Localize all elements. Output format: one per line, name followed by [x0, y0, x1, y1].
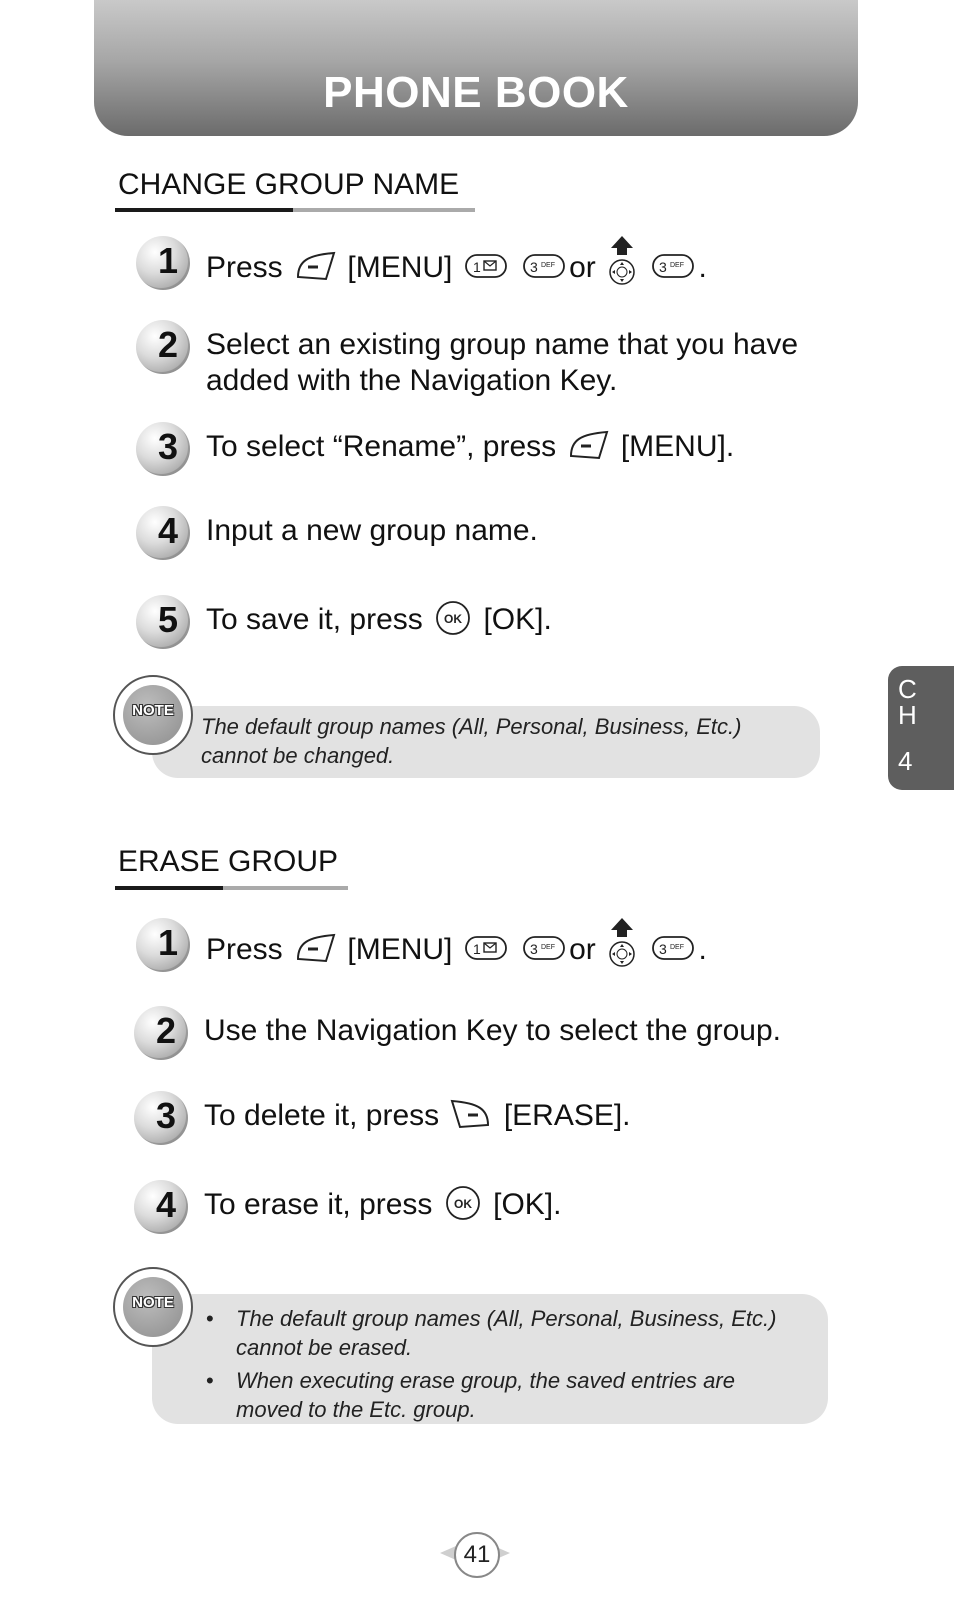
section-rule-accent: [115, 886, 223, 890]
erase-step-1: [136, 918, 884, 978]
note-bullets: [206, 1304, 806, 1428]
bullet-dot-icon: •: [206, 1368, 214, 1393]
step-text: Use the Navigation Key to select the group.: [204, 1014, 782, 1047]
step-text-end: .: [698, 932, 707, 966]
page-header: [94, 0, 858, 136]
erase-step-2: [134, 1006, 884, 1066]
chapter-tab-number: 4: [898, 746, 913, 776]
step-text-menu: [MENU]: [347, 250, 453, 284]
section-rule: [115, 208, 475, 212]
key-1-icon: [464, 252, 508, 280]
page-number-badge: [440, 1530, 510, 1580]
key-3-icon: [651, 252, 695, 280]
section-title-change-group-name: CHANGE GROUP NAME: [118, 168, 460, 201]
step-text: [206, 925, 707, 977]
navigation-key-up-icon: [607, 235, 637, 287]
step-text-ok: [OK].: [493, 1188, 562, 1221]
step-text: [206, 602, 552, 640]
page-title: PHONE BOOK: [323, 68, 629, 117]
note-icon: [113, 675, 193, 755]
step-number-badge: 4: [136, 506, 190, 560]
step-number-badge: 4: [134, 1180, 188, 1234]
step-text: [206, 243, 707, 295]
step-text-or: or: [569, 932, 596, 966]
key-3-digit: 3: [530, 259, 538, 275]
step-text-main: To erase it, press: [204, 1188, 433, 1221]
step-text: Input a new group name.: [206, 514, 538, 547]
key-3-icon: [522, 934, 566, 962]
step-text-or: or: [569, 250, 596, 284]
navigation-key-up-icon: [607, 917, 637, 969]
ok-key-label: OK: [453, 1197, 472, 1212]
key-1-icon: [464, 934, 508, 962]
step-text-press: Press: [206, 250, 283, 284]
step-text-ok: [OK].: [483, 603, 552, 636]
step-number-badge: 5: [136, 595, 190, 649]
left-soft-key-icon: [294, 931, 336, 965]
change-step-1: [136, 236, 884, 296]
step-text-press: Press: [206, 932, 283, 966]
step-number-badge: 2: [136, 320, 190, 374]
key-3-digit: 3: [659, 259, 668, 275]
key-3-letters: DEF: [670, 262, 685, 269]
ok-key-icon: [444, 1184, 482, 1222]
note-icon-label: NOTE: [132, 1294, 174, 1311]
key-3-letters: DEF: [541, 944, 556, 951]
key-3-letters: DEF: [541, 262, 556, 269]
note-icon: [113, 1267, 193, 1347]
change-step-3: [136, 422, 884, 482]
step-number-badge: 3: [134, 1091, 188, 1145]
key-1-digit: 1: [472, 941, 481, 957]
right-soft-key-icon: [450, 1097, 492, 1131]
step-text: [206, 429, 734, 465]
ok-key-label: OK: [444, 612, 463, 627]
page-number: 41: [454, 1532, 500, 1578]
step-text-menu: [MENU].: [620, 430, 735, 463]
note-text: The default group names (All, Personal, Business, Etc.) cannot be changed.: [201, 714, 742, 768]
key-3-letters: DEF: [670, 944, 685, 951]
section-title-erase-group: ERASE GROUP: [118, 845, 339, 878]
step-number-badge: 2: [134, 1006, 188, 1060]
step-text-main: To delete it, press: [204, 1099, 440, 1132]
key-3-icon: [522, 252, 566, 280]
note-bullet-text: When executing erase group, the saved entries are moved to the Etc. group.: [236, 1368, 735, 1422]
key-1-digit: 1: [472, 259, 481, 275]
step-text: [204, 1187, 561, 1225]
note-bullet: [206, 1304, 806, 1362]
left-soft-key-icon: [294, 249, 336, 283]
chapter-tab-letter-h: H: [898, 700, 917, 730]
chapter-tab: [888, 666, 954, 790]
key-3-icon: [651, 934, 695, 962]
erase-step-3: [134, 1091, 884, 1151]
erase-step-4: [134, 1180, 884, 1240]
change-step-4: [136, 506, 884, 566]
change-step-5: [136, 595, 884, 655]
step-number-badge: 1: [136, 918, 190, 972]
note-icon-label: NOTE: [132, 702, 174, 719]
ok-key-icon: [434, 599, 472, 637]
step-number-badge: 1: [136, 236, 190, 290]
step-text-end: .: [698, 250, 707, 284]
note-bullet-text: The default group names (All, Personal, Business, Etc.) cannot be erased.: [236, 1306, 777, 1360]
key-3-digit: 3: [530, 941, 538, 957]
step-text-main: To select “Rename”, press: [206, 430, 557, 463]
step-text-menu: [MENU]: [347, 932, 453, 966]
left-soft-key-icon: [567, 428, 609, 462]
section-rule: [115, 886, 348, 890]
change-step-2: [136, 320, 884, 400]
note-bullet: [206, 1366, 806, 1424]
chapter-tab-letter-c: C: [898, 674, 917, 704]
step-number-badge: 3: [136, 422, 190, 476]
bullet-dot-icon: •: [206, 1306, 214, 1331]
step-text-main: To save it, press: [206, 603, 423, 636]
key-3-digit: 3: [659, 941, 668, 957]
step-text-erase: [ERASE].: [503, 1099, 631, 1132]
step-text: Select an existing group name that you have added with the Navigation Key.: [206, 328, 799, 397]
section-rule-accent: [115, 208, 293, 212]
step-text: [204, 1098, 631, 1134]
